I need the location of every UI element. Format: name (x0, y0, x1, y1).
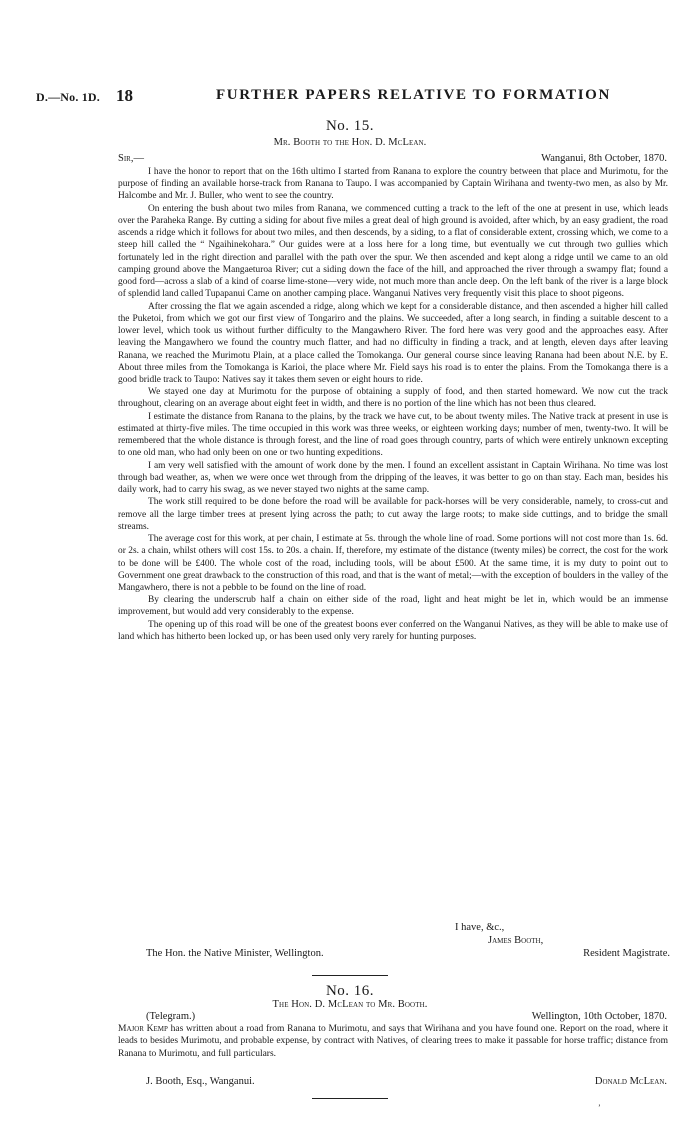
paragraph: The average cost for this work, at per chain, I estimate at 5s. through the whole line of road. Some portions will not cost more than 1s. 6d. or 2s. a chain, whilst others will cost 15s. to 20s. a chain. If, therefore, my estimate of the distance (twenty miles) be correct, the cost for the work to be done will be £400. The whole cost of the road, including tools, will be about £500. At the same time, it is my duty to point out to Government one great drawback to the construction of this road, and that is the want of metal;—with the exception of boulders in the valley of the Mangawhero, there is not a pebble to be found on the line of road. (118, 534, 668, 593)
salutation: Sir,— (118, 153, 144, 164)
end-rule (312, 1098, 388, 1099)
paragraph: The work still required to be done before the road will be available for pack-horses will be very considerable, namely, to cross-cut and remove all the large timber trees at present lying across the path; to cut away the large roots; to make side cuttings, and to bridge the small streams. (118, 497, 668, 532)
paragraph: On entering the bush about two miles from Ranana, we commenced cutting a track to the left of the one at present in use, which leads over the Paraheka Range. By cutting a siding for about five miles a great deal of high ground is avoided, after which, by an easy gradient, the road ascends a ridge which it follows for about two miles, and then descends, by a siding, to a flat of considerable extent, crossing which, we come to a steep hill called the “ Ngaihinekohara.” Our guides were at a loss here for a long time, but eventually we cut through two gullies which fortunately led in the right direction and parallel with the path over the spur. We then ascended and kept along a ridge until we came to an old camping ground above the Mangaeturoa River; cut a siding down the face of the hill, and approached the river through a swampy flat; found a good ford—across a slab of a kind of coarse lime-stone—very wide, not much more than ancle deep. On the left bank of the river is a large block of splendid land called Tupapanui Came on another camping place. Wanganui Natives very frequently visit this place to shoot pigeons. (118, 203, 668, 300)
closing-phrase: I have, &c., (455, 922, 505, 933)
paragraph: By clearing the underscrub half a chain on either side of the road, light and heat might be let in, which would be an immense improvement, but would add very considerably to the expense. (118, 595, 668, 618)
addressee-15: The Hon. the Native Minister, Wellington. (146, 948, 324, 959)
paragraph: After crossing the flat we again ascended a ridge, along which we kept for a considerable distance, and then ascended a higher hill called the Puketoi, from which we got our first view of Tongariro and the plains. We succeeded, after a long search, in finding a suitable descent to a lower level, which took us without further difficulty to the Mangawhero River. The ford here was very good and the approaches easy. After leaving the Mangawhero we found the country much flatter, and had no difficulty in finding a track, and at length, eleven days after leaving Ranana, we reached the Murimotu Plain, at a place called the Tomokanga. Our general course since leaving Ranana had been about N.E. by E. About three miles from the Tomokanga is Karioi, the place where Mr. Field says his road is to enter the plains. From the Tomokanga there is a good bridle track to Taupo: Natives say it takes them seven or eight hours to ride. (118, 301, 668, 385)
printer-mark: ’ (598, 1103, 601, 1112)
dateline-16: Wellington, 10th October, 1870. (531, 1011, 667, 1022)
section-rule (312, 975, 388, 976)
document-number-15: No. 15. (325, 118, 375, 134)
telegram-lead: Major Kemp (118, 1024, 168, 1034)
running-title: FURTHER PAPERS RELATIVE TO FORMATION (216, 87, 611, 103)
paper-reference: D.—No. 1D. (36, 90, 100, 104)
signature-name: James Booth, (488, 935, 544, 946)
addressee-16: J. Booth, Esq., Wanganui. (146, 1076, 255, 1087)
paragraph: The opening up of this road will be one of the greatest boons ever conferred on the Wanganui Natives, as they will be able to make use of land which has hitherto been locked up, or has been used only very rarely for hunting purposes. (118, 619, 668, 642)
signature-title: Resident Magistrate. (583, 948, 670, 959)
document-number-16: No. 16. (325, 983, 375, 999)
running-header (36, 86, 666, 108)
paragraph: I estimate the distance from Ranana to the plains, by the track we have cut, to be about twenty miles. The Native track at present in use is estimated at thirty-five miles. The time occupied in this work was three weeks, or eighteen working days; number of men, twenty-two. It will be remembered that the whole distance is through forest, and the line of road goes through country, parts of which were entirely unknown excepting to one old man, who had only been on one or two hunting expeditions. (118, 411, 668, 459)
document-heading-15: Mr. Booth to the Hon. D. McLean. (273, 137, 427, 148)
signature-16: Donald McLean. (594, 1076, 667, 1087)
paragraph: We stayed one day at Murimotu for the purpose of obtaining a supply of food, and then started homeward. We now cut the track throughout, clearing on an average about eight feet in width, and there is no portion of the line which has not been thus cleared. (118, 387, 668, 410)
page-number: 18 (116, 86, 133, 105)
telegram-body-text: has written about a road from Ranana to Murimotu, and says that Wirihana and you have found one. Report on the road, where it leads to besides Murimotu, and probable expense, by contract with Natives, of clearing trees to make it passable for horse traffic; distance from Ranana to Murimotu, and full particulars. (118, 1024, 668, 1059)
telegram-label: (Telegram.) (146, 1011, 196, 1022)
paragraph: I am very well satisfied with the amount of work done by the men. I found an excellent assistant in Captain Wirihana. No time was lost through bad weather, as, when we were once wet through from the dripping of the leaves, it was better to go on than stay. Each man, besides his daily work, had to carry his swag, as we never stayed two nights at the same camp. (118, 460, 668, 496)
letter-body (118, 166, 668, 643)
dateline-15: Wanganui, 8th October, 1870. (541, 153, 667, 164)
telegram-body (118, 1023, 668, 1060)
telegram-text (118, 1023, 668, 1060)
document-heading-16: The Hon. D. McLean to Mr. Booth. (272, 999, 428, 1010)
paragraph: I have the honor to report that on the 16th ultimo I started from Ranana to explore the country between that place and Murimotu, for the purpose of finding an available horse-track from Ranana to Taupo. I was accompanied by Captain Wirihana and twenty-two men, as also by Mr. Halcombe and Mr. J. Buller, who went to see the country. (118, 167, 668, 202)
